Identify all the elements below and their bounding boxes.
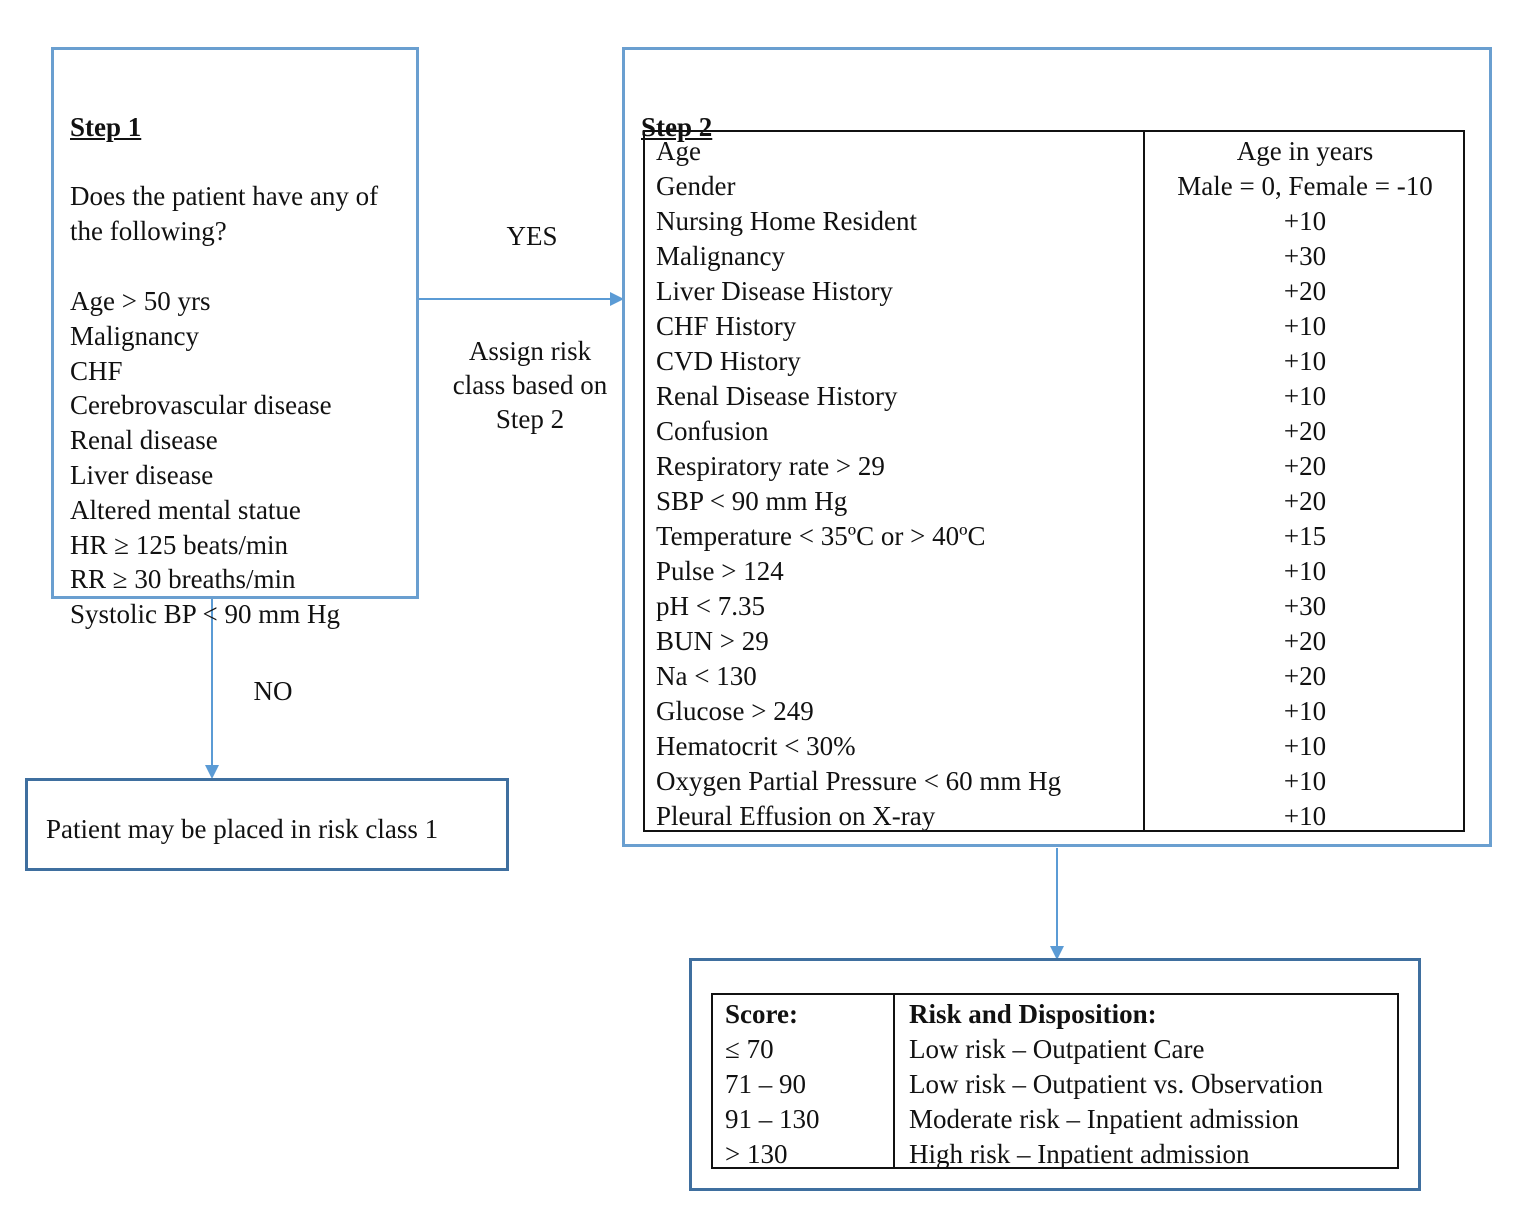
factor-cell: Nursing Home Resident <box>656 206 917 236</box>
factor-cell: Temperature < 35ºC or > 40ºC <box>656 521 986 551</box>
points-cell: +30 <box>1283 591 1327 621</box>
factor-cell: SBP < 90 mm Hg <box>656 486 848 516</box>
criterion-item: Altered mental statue <box>70 494 301 525</box>
risk-cell: Moderate risk – Inpatient admission <box>909 1104 1299 1134</box>
score-cell: ≤ 70 <box>725 1034 774 1064</box>
points-cell: +10 <box>1283 311 1327 341</box>
points-cell: +20 <box>1283 451 1327 481</box>
criterion-item: Malignancy <box>70 320 199 351</box>
assign-risk-label: Assign risk class based on Step 2 <box>452 336 608 434</box>
factor-cell: Liver Disease History <box>656 276 893 306</box>
points-cell: Age in years <box>1236 136 1374 166</box>
points-cell: +20 <box>1283 626 1327 656</box>
table-row <box>713 1102 1397 1137</box>
table-row <box>645 239 1463 274</box>
table-header-row <box>713 997 1397 1032</box>
table-row <box>645 449 1463 484</box>
criterion-item: Liver disease <box>70 459 214 490</box>
table-row <box>645 169 1463 204</box>
table-row <box>645 274 1463 309</box>
factor-cell: Na < 130 <box>656 661 757 691</box>
criterion-item: Age > 50 yrs <box>70 286 211 316</box>
points-cell: +20 <box>1283 416 1327 446</box>
factor-cell: BUN > 29 <box>656 626 769 656</box>
no-arrowhead <box>205 765 219 779</box>
table-row <box>645 624 1463 659</box>
criterion-item: Systolic BP < 90 mm Hg <box>70 599 341 630</box>
step1-title: Step 1 <box>70 112 142 142</box>
factor-cell: CVD History <box>656 346 801 376</box>
yes-label: YES <box>506 221 558 251</box>
risk-cell: Low risk – Outpatient vs. Observation <box>909 1069 1323 1099</box>
points-cell: +10 <box>1283 766 1327 796</box>
points-cell: +30 <box>1283 241 1327 271</box>
table-row <box>645 204 1463 239</box>
factor-cell: pH < 7.35 <box>656 591 765 621</box>
step2-title: Step 2 <box>641 112 713 142</box>
factor-cell: Oxygen Partial Pressure < 60 mm Hg <box>656 766 1062 796</box>
points-cell: +15 <box>1283 521 1327 551</box>
factor-cell: Pulse > 124 <box>656 556 784 586</box>
points-cell: +20 <box>1283 276 1327 306</box>
risk-header: Risk and Disposition: <box>909 999 1157 1029</box>
score-cell: 71 – 90 <box>725 1069 806 1099</box>
table-row <box>645 659 1463 694</box>
table-row <box>645 729 1463 764</box>
points-cell: +10 <box>1283 206 1327 236</box>
table-row <box>645 344 1463 379</box>
table-row <box>645 589 1463 624</box>
score-cell: > 130 <box>725 1139 788 1169</box>
points-cell: +10 <box>1283 696 1327 726</box>
points-cell: +20 <box>1283 661 1327 691</box>
factor-cell: Pleural Effusion on X-ray <box>656 801 936 831</box>
factor-cell: CHF History <box>656 311 797 341</box>
score-header: Score: <box>725 999 798 1029</box>
step1-criteria-list <box>70 284 340 632</box>
table-row <box>645 379 1463 414</box>
points-cell: +10 <box>1283 556 1327 586</box>
step1-question: Does the patient have any of the following? <box>70 181 379 246</box>
factor-cell: Respiratory rate > 29 <box>656 451 885 481</box>
table-row <box>713 1137 1397 1172</box>
criterion-item: RR ≥ 30 breaths/min <box>70 564 296 595</box>
disposition-table <box>711 993 1399 1169</box>
step2-box <box>622 47 1492 847</box>
points-cell: Male = 0, Female = -10 <box>1177 171 1433 201</box>
score-cell: 91 – 130 <box>725 1104 820 1134</box>
step2-points-table <box>643 130 1465 832</box>
table-row <box>713 1067 1397 1102</box>
factor-cell: Gender <box>656 171 736 201</box>
criterion-item: Cerebrovascular disease <box>70 390 332 421</box>
factor-cell: Renal Disease History <box>656 381 898 411</box>
factor-cell: Confusion <box>656 416 769 446</box>
criterion-item: Renal disease <box>70 425 218 456</box>
table-row <box>645 309 1463 344</box>
table-row <box>645 799 1463 834</box>
points-cell: +10 <box>1283 381 1327 411</box>
table-row <box>645 134 1463 169</box>
table-row <box>645 484 1463 519</box>
risk-class1-box <box>25 778 509 871</box>
step1-box <box>51 47 419 630</box>
points-cell: +20 <box>1283 486 1327 516</box>
points-cell: +10 <box>1283 346 1327 376</box>
criterion-item: CHF <box>70 355 123 386</box>
risk-cell: Low risk – Outpatient Care <box>909 1034 1205 1064</box>
factor-cell: Hematocrit < 30% <box>656 731 856 761</box>
table-row <box>645 764 1463 799</box>
table-row <box>645 519 1463 554</box>
disposition-box <box>689 958 1421 1191</box>
table-row <box>645 414 1463 449</box>
risk-cell: High risk – Inpatient admission <box>909 1139 1250 1169</box>
table-row <box>713 1032 1397 1067</box>
table-row <box>645 554 1463 589</box>
no-label: NO <box>253 676 293 706</box>
criterion-item: HR ≥ 125 beats/min <box>70 529 289 560</box>
points-cell: +10 <box>1283 731 1327 761</box>
points-cell: +10 <box>1283 801 1327 831</box>
factor-cell: Malignancy <box>656 241 785 271</box>
factor-cell: Glucose > 249 <box>656 696 814 726</box>
risk-class1-text: Patient may be placed in risk class 1 <box>46 814 439 844</box>
table-row <box>645 694 1463 729</box>
factor-cell: Age <box>656 136 701 166</box>
